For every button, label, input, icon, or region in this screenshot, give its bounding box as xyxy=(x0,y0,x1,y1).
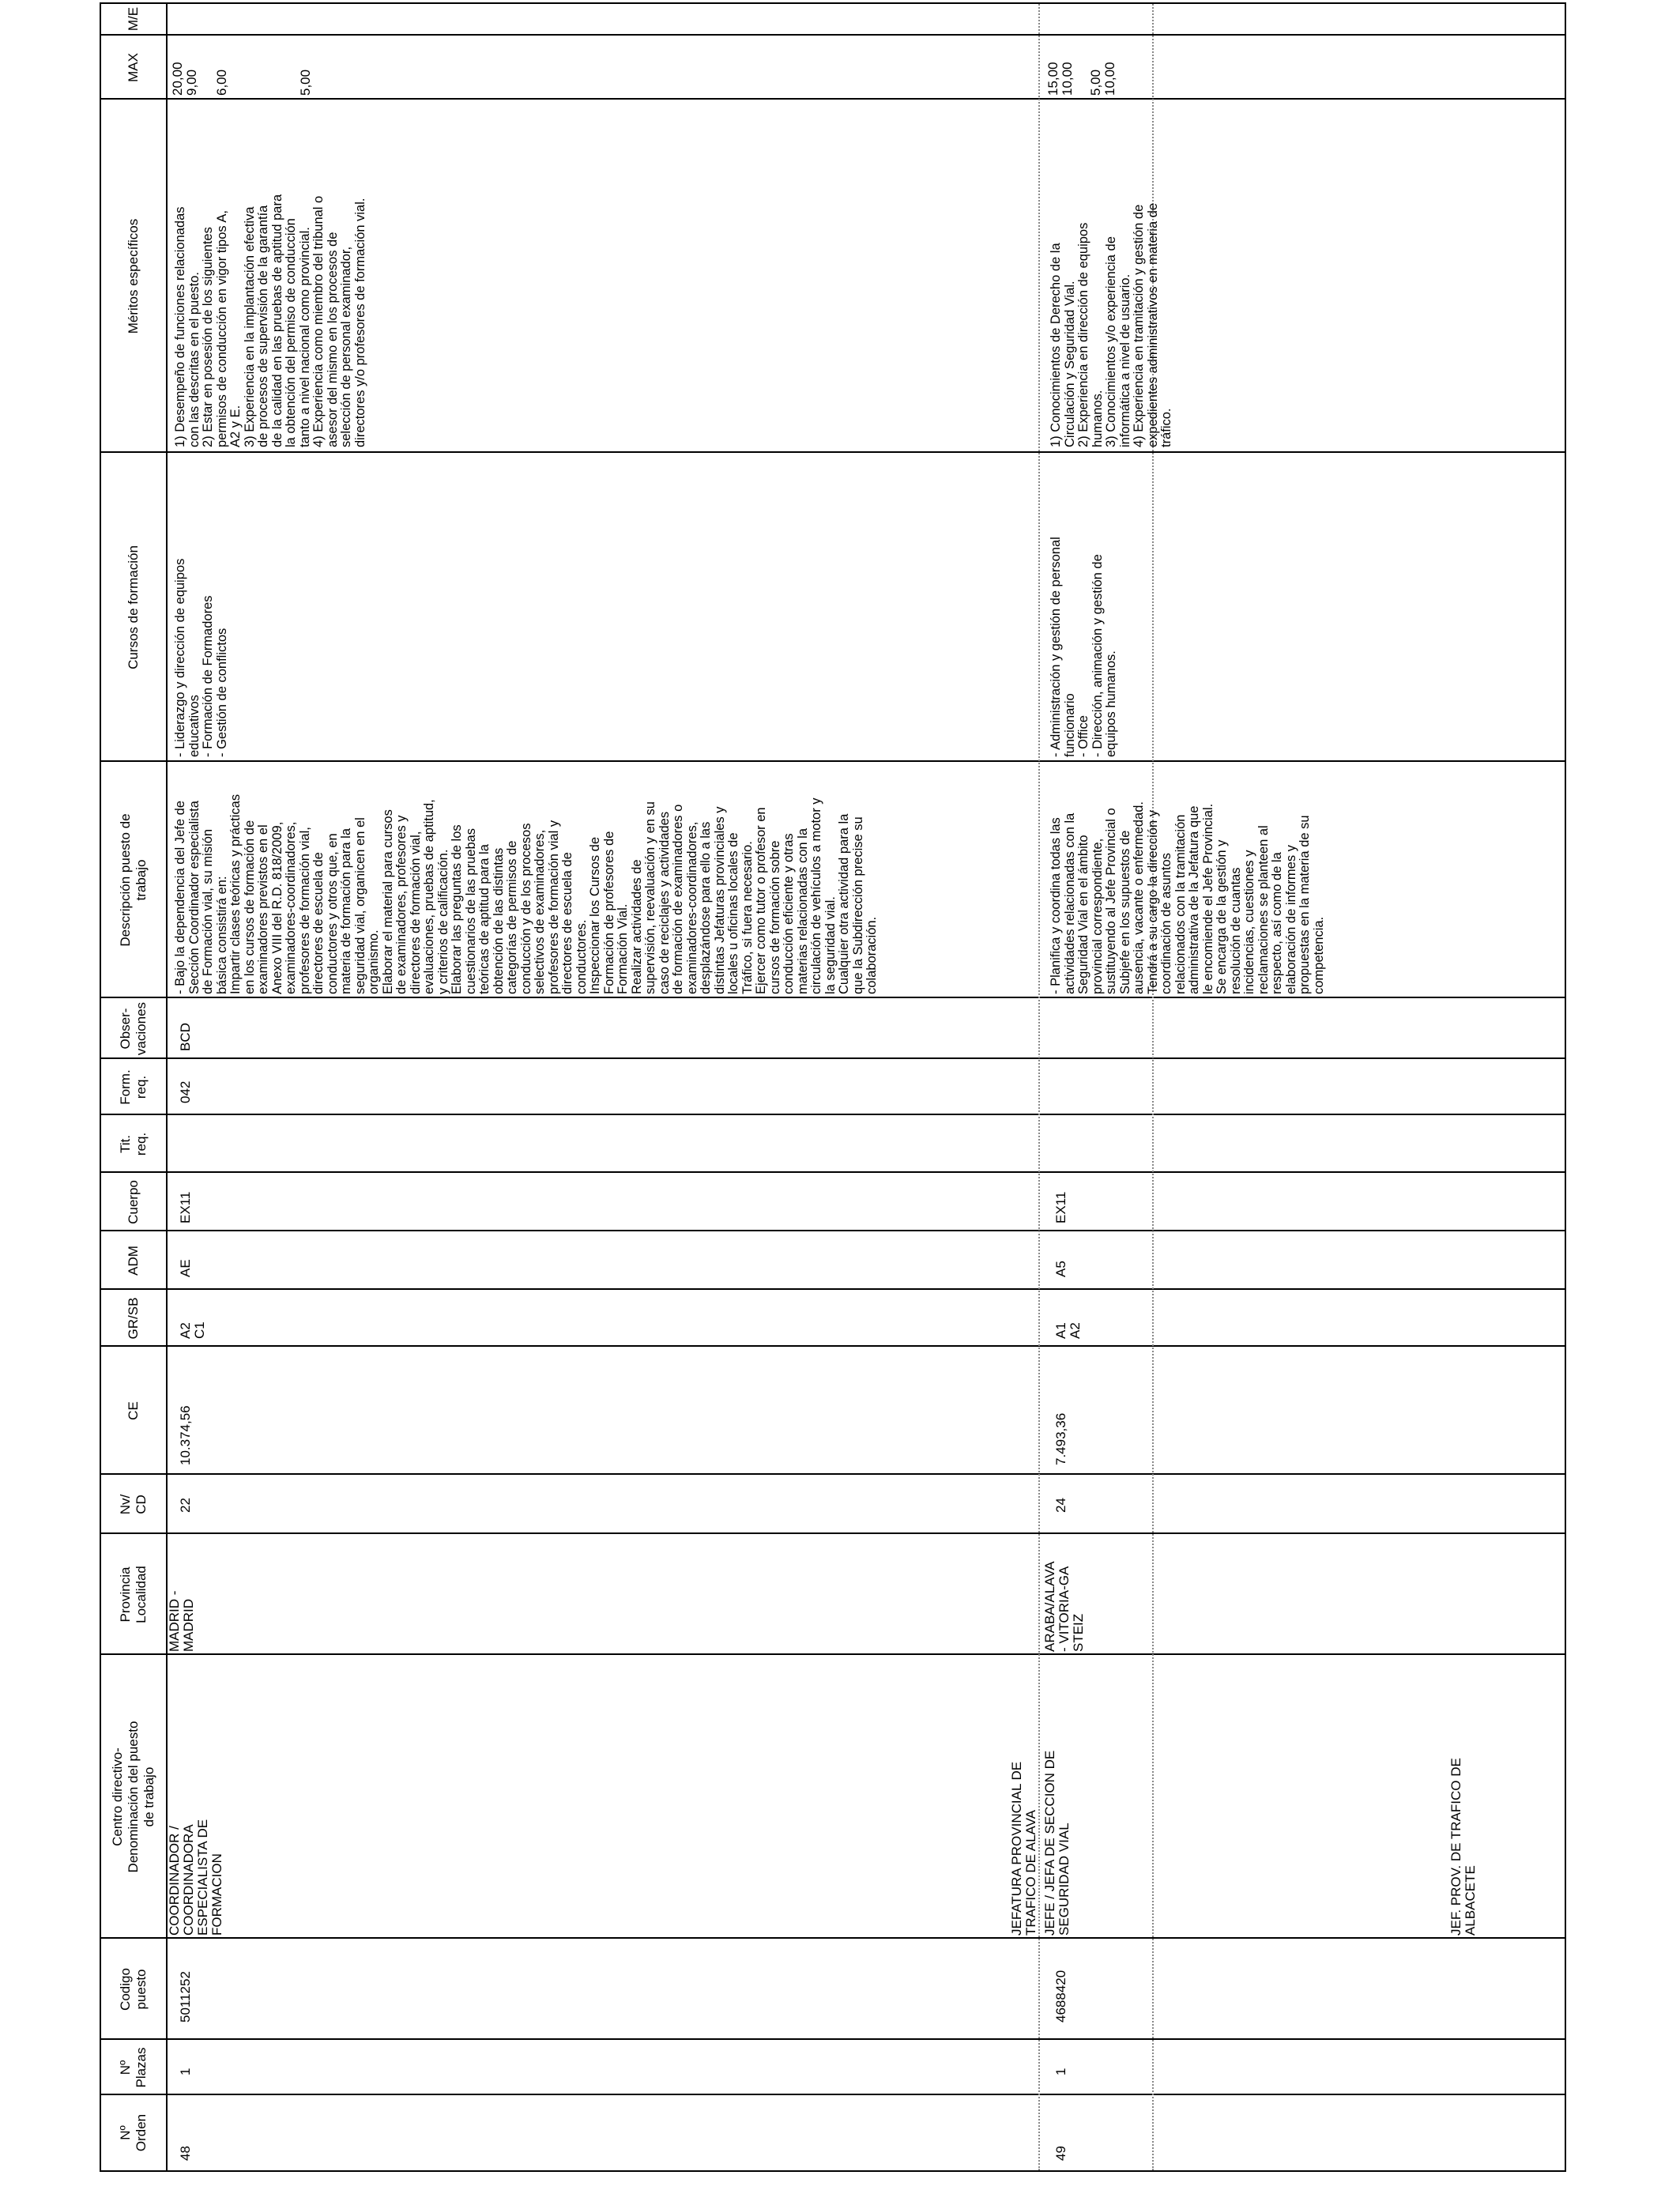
row49-adm: A5 xyxy=(1053,1261,1068,1277)
row48-provincia: MADRID - MADRID xyxy=(167,1590,196,1652)
row49-max-2: 10,00 xyxy=(1060,62,1075,96)
header-tit: Tit. req. xyxy=(118,1132,149,1156)
row48-centro: COORDINADOR / COORDINADORA ESPECIALISTA DE FORMACION xyxy=(167,1819,224,1936)
col-border xyxy=(101,98,1565,100)
row-separator xyxy=(1038,4,1040,2170)
row49-codigo: 4688420 xyxy=(1053,1970,1068,2022)
header-grsb: GR/SB xyxy=(126,1297,141,1340)
row48-cuerpo: EX11 xyxy=(178,1191,193,1223)
header-descripcion: Descripción puesto de trabajo xyxy=(118,813,149,947)
col-border xyxy=(101,2094,1565,2095)
col-border xyxy=(101,997,1565,998)
col-border xyxy=(101,1937,1565,1939)
col-border xyxy=(101,1114,1565,1115)
row49-max-3: 5,00 xyxy=(1088,69,1103,96)
row49-meritos: 1) Conocimientos de Derecho de la Circulación y Seguridad Vial. 2) Experiencia en dirección de equipos humanos. 3) Conocimientos y/o experiencia de informática a nivel de usuario. 4) Experiencia en tramitación y gestión de expedientes administrativos en materia de tráfico. xyxy=(1049,202,1173,447)
row49-ce: 7.493,36 xyxy=(1053,1412,1068,1465)
header-cuerpo: Cuerpo xyxy=(126,1180,141,1224)
row48-max-3: 6,00 xyxy=(214,69,229,96)
row48-adm: AE xyxy=(178,1259,193,1277)
col-border xyxy=(101,760,1565,762)
col-border xyxy=(101,1288,1565,1290)
row48-codigo: 5011252 xyxy=(178,1971,193,2022)
row48-max-4: 5,00 xyxy=(298,69,313,96)
row49-nivel: 24 xyxy=(1053,1498,1068,1513)
col-border xyxy=(101,1473,1565,1475)
row49-max-1: 15,00 xyxy=(1045,62,1060,96)
col-border xyxy=(101,1171,1565,1173)
col-border xyxy=(101,1532,1565,1534)
row48-ce: 10.374,56 xyxy=(178,1405,193,1465)
header-provincia: Provincia Localidad xyxy=(118,1566,149,1623)
col-border xyxy=(101,451,1565,453)
col-border xyxy=(101,1057,1565,1059)
row48-plazas: 1 xyxy=(178,2068,193,2075)
col-border xyxy=(101,1230,1565,1231)
row49-centro: JEFE / JEFA DE SECCION DE SEGURIDAD VIAL xyxy=(1042,1750,1072,1936)
col-border xyxy=(101,1345,1565,1347)
header-me: M/E xyxy=(126,6,141,32)
section-jefatura-albacete: JEF. PROV. DE TRAFICO DE ALBACETE xyxy=(1448,1758,1478,1936)
col-border xyxy=(101,2038,1565,2040)
row49-orden: 49 xyxy=(1053,2146,1068,2161)
section-jefatura-alava: JEFATURA PROVINCIAL DE TRAFICO DE ALAVA xyxy=(1009,1761,1038,1936)
header-cursos: Cursos de formación xyxy=(126,545,141,669)
col-border xyxy=(101,1653,1565,1655)
row48-grsb: A2 C1 xyxy=(178,1321,207,1339)
table-frame xyxy=(100,2,1566,2172)
row48-obs: BCD xyxy=(178,1023,193,1051)
row49-cuerpo: EX11 xyxy=(1053,1191,1068,1223)
row49-plazas: 1 xyxy=(1053,2068,1068,2075)
header-obs: Obser- vaciones xyxy=(118,1001,149,1056)
row49-max-4: 10,00 xyxy=(1102,62,1117,96)
header-ce: CE xyxy=(126,1401,141,1420)
header-adm: ADM xyxy=(126,1246,141,1276)
row48-meritos: 1) Desempeño de funciones relacionadas con las descritas en el puesto. 2) Estar en posesión de los siguientes permisos de conducción en vigor tipos A, A2 y E. 3) Experiencia en la implantación efectiva de procesos de supervisión de la garantía de la calidad en las pruebas de aptitud para la obtención del permiso de conducción tanto a nivel nacional como provincial. 4) Experiencia como miembro del tribunal o asesor del mismo en los procesos de selección de personal examinador, directores y/o profesores de formación vial. xyxy=(173,194,367,447)
header-plazas: Nº Plazas xyxy=(118,2047,149,2088)
row48-nivel: 22 xyxy=(178,1498,193,1513)
header-form: Form. req. xyxy=(118,1069,149,1105)
header-centro: Centro directivo- Denominación del puesto de trabajo xyxy=(110,1721,156,1873)
col-border xyxy=(101,34,1565,36)
header-orden: Nº Orden xyxy=(118,2113,149,2152)
header-codigo: Codigo puesto xyxy=(118,1968,149,2011)
row49-cursos: - Administración y gestión de personal funcionario - Office - Dirección, animación y gestión de equipos humanos. xyxy=(1049,537,1118,757)
row48-max-1: 20,00 xyxy=(170,62,185,96)
row48-orden: 48 xyxy=(178,2146,193,2161)
row48-descripcion: - Bajo la dependencia del Jefe de Sección Coordinador especialista de Formación vial, su misión básica consistirá en: Impartir clases teóricas y prácticas en los cursos de formación de examinadores previstos en el Anexo VIII del R.D. 818/2009, examinadores-coordinadores, profesores de formación vial, directores de escuela de conductores y otros que, en materia de formación para la seguridad vial, organicen en el organismo. Elaborar el material para cursos de examinadores, profesores y directores de formación vial, evaluaciones, pruebas de aptitud, y criterios de calificación. Elaborar las preguntas de los cuestionarios de las pruebas teóricas de aptitud para la obtención de las distintas categorías de permisos de conducción y de los procesos selectivos de examinadores, profesores de formación vial y directores de escuela de conductores. Inspeccionar los Cursos de Formación de profesores de Formación Vial. Realizar actividades de supervisión, reevaluación y en su caso de reciclajes y actividades de formación de examinadores o examinadores-coordinadores, desplazándose para ello a las distintas Jefaturas provinciales y locales u oficinas locales de Tráfico, si fuera necesario. Ejercer como tutor o profesor en cursos de formación sobre conducción eficiente y otras materias relacionadas con la circulación de vehículos a motor y la seguridad vial. Cualquier otra actividad para la que la Subdirección precise su colaboración. xyxy=(173,794,879,994)
row48-cursos: - Liderazgo y dirección de equipos educativos - Formación de Formadores - Gestión de conflictos xyxy=(173,558,229,757)
row48-form: 042 xyxy=(178,1080,193,1103)
header-nivel: Nv/ CD xyxy=(118,1494,149,1515)
row48-max-2: 9,00 xyxy=(184,69,199,96)
header-meritos: Méritos específicos xyxy=(126,218,141,334)
row49-grsb: A1 A2 xyxy=(1053,1322,1083,1339)
row49-provincia: ARABA/ALAVA - VITORIA-GA STEIZ xyxy=(1042,1561,1086,1652)
header-max: MAX xyxy=(126,53,141,82)
row49-descripcion: - Planifica y coordina todas las actividades relacionadas con la Seguridad Vial en el ámbito provincial correspondiente, sustituyendo al Jefe Provincial o Subjefe en los supuestos de ausencia, vacante o enfermedad. Tendrá a su cargo la dirección y coordinación de asuntos relacionados con la tramitación administrativa de la Jefatura que le encomiende el Jefe Provincial. Se encarga de la gestión y resolución de cuantas incidencias, cuestiones y reclamaciones se planteen al respecto, así como de la elaboración de informes y propuestas en la materia de su competencia. xyxy=(1049,801,1326,994)
